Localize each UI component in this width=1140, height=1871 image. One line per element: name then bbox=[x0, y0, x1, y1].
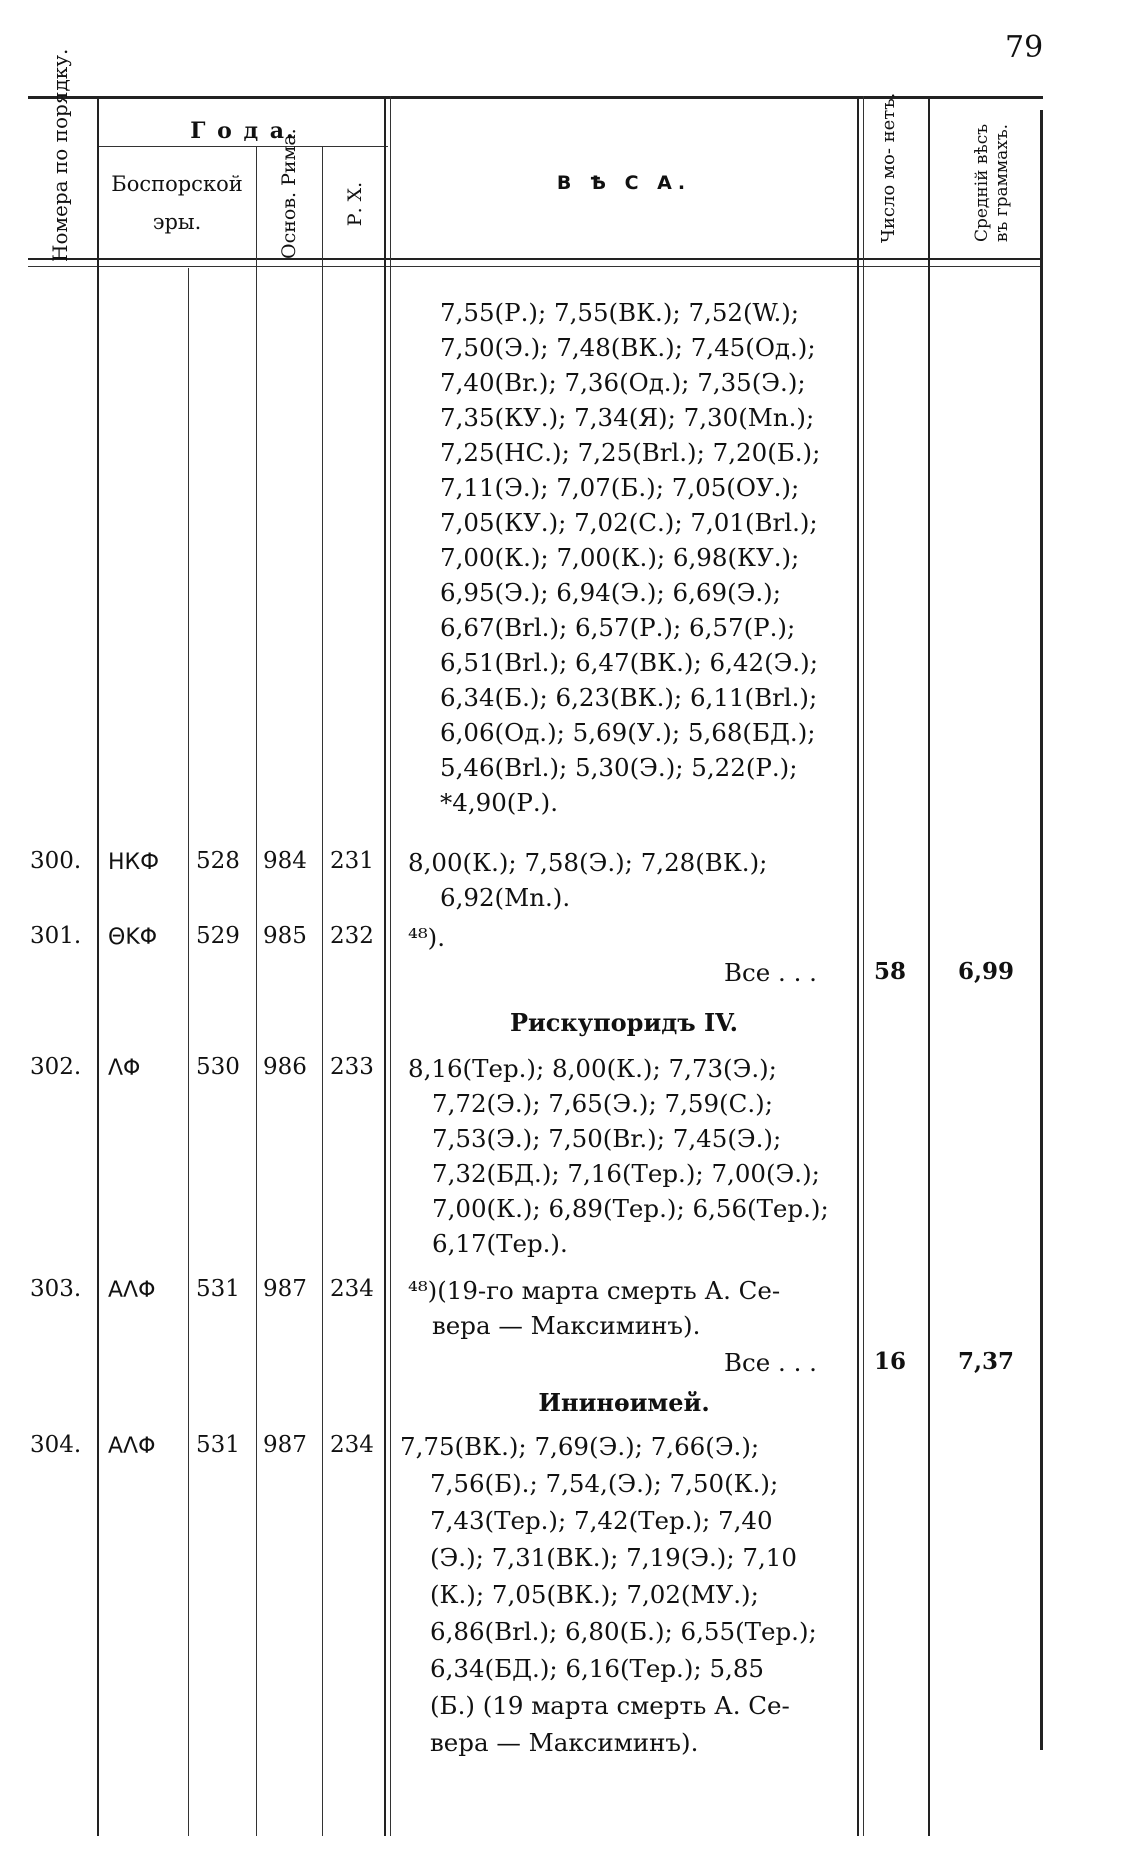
weight-line: 5,46(Brl.); 5,30(Э.); 5,22(Р.); bbox=[440, 753, 798, 782]
weight-line: 6,67(Brl.); 6,57(Р.); 6,57(Р.); bbox=[440, 613, 796, 642]
total-count: 58 bbox=[874, 958, 907, 985]
weight-line: 7,32(БД.); 7,16(Тер.); 7,00(Э.); bbox=[432, 1159, 820, 1188]
row-number: 300. bbox=[30, 848, 82, 874]
total-label: Все . . . bbox=[724, 958, 817, 987]
total-avg: 6,99 bbox=[958, 958, 1015, 985]
weight-line: 7,56(Б).; 7,54,(Э.); 7,50(К.); bbox=[430, 1469, 779, 1498]
row-number: 304. bbox=[30, 1432, 82, 1458]
header-bosporan-2: эры. bbox=[152, 210, 202, 234]
row-ad: 232 bbox=[330, 923, 374, 949]
weight-line: 8,00(К.); 7,58(Э.); 7,28(ВК.); bbox=[408, 848, 768, 877]
section-heading: Рискупоридъ IV. bbox=[509, 1008, 739, 1037]
weight-line: 6,95(Э.); 6,94(Э.); 6,69(Э.); bbox=[440, 578, 781, 607]
weight-line: 7,00(К.); 6,89(Тер.); 6,56(Тер.); bbox=[432, 1194, 829, 1223]
weight-line: 7,43(Тер.); 7,42(Тер.); 7,40 bbox=[430, 1506, 773, 1535]
header-weights: В Ѣ С А. bbox=[556, 172, 692, 194]
weight-line: 6,34(Б.); 6,23(ВК.); 6,11(Brl.); bbox=[440, 683, 818, 712]
weight-line: (Э.); 7,31(ВК.); 7,19(Э.); 7,10 bbox=[430, 1543, 797, 1572]
weight-line: (Б.) (19 марта смерть А. Се- bbox=[430, 1691, 790, 1720]
weight-line: 7,05(КУ.); 7,02(С.); 7,01(Brl.); bbox=[440, 508, 818, 537]
weight-line: 7,00(К.); 7,00(К.); 6,98(КУ.); bbox=[440, 543, 800, 572]
row-rome2: 985 bbox=[263, 923, 307, 949]
header-avg: Средній вѣсъ въ граммахъ. bbox=[972, 123, 1012, 243]
weight-line: вера — Максиминъ). bbox=[430, 1728, 699, 1757]
total-label: Все . . . bbox=[724, 1348, 817, 1377]
row-era: ΛΦ bbox=[108, 1056, 141, 1081]
header-ad: Р. Х. bbox=[344, 181, 366, 227]
weight-line: 7,35(КУ.); 7,34(Я); 7,30(Mn.); bbox=[440, 403, 815, 432]
weight-line: 6,17(Тер.). bbox=[432, 1229, 568, 1258]
header-bosporan-1: Боспорской bbox=[111, 172, 243, 196]
row-rome2: 984 bbox=[263, 848, 307, 874]
weight-line: 6,06(Од.); 5,69(У.); 5,68(БД.); bbox=[440, 718, 816, 747]
header-rome: Основ. Рима. bbox=[278, 128, 300, 259]
weight-line: 7,75(ВК.); 7,69(Э.); 7,66(Э.); bbox=[400, 1432, 760, 1461]
weight-line: вера — Максиминъ). bbox=[432, 1311, 701, 1340]
row-number: 303. bbox=[30, 1276, 82, 1302]
row-rome2: 987 bbox=[263, 1276, 307, 1302]
row-ad: 231 bbox=[330, 848, 374, 874]
row-era: ΑΛΦ bbox=[108, 1434, 156, 1459]
weight-line: 8,16(Тер.); 8,00(К.); 7,73(Э.); bbox=[408, 1054, 777, 1083]
weight-line: 6,92(Mn.). bbox=[440, 883, 571, 912]
weight-line: 7,11(Э.); 7,07(Б.); 7,05(ОУ.); bbox=[440, 473, 800, 502]
weight-line: 7,40(Br.); 7,36(Од.); 7,35(Э.); bbox=[440, 368, 806, 397]
weight-line: ⁴⁸)(19-го марта смерть А. Се- bbox=[408, 1276, 781, 1305]
row-rome: 528 bbox=[196, 848, 240, 874]
row-ad: 234 bbox=[330, 1432, 374, 1458]
weight-line: 6,86(Brl.); 6,80(Б.); 6,55(Тер.); bbox=[430, 1617, 817, 1646]
row-ad: 234 bbox=[330, 1276, 374, 1302]
total-count: 16 bbox=[874, 1348, 907, 1375]
header-years: Г о д а. bbox=[190, 118, 296, 144]
header-count: Число мо- нетъ. bbox=[878, 92, 899, 243]
weight-line: 7,25(НС.); 7,25(Brl.); 7,20(Б.); bbox=[440, 438, 821, 467]
total-avg: 7,37 bbox=[958, 1348, 1015, 1375]
weight-line: 6,34(БД.); 6,16(Тер.); 5,85 bbox=[430, 1654, 764, 1683]
weight-line: 7,50(Э.); 7,48(ВК.); 7,45(Од.); bbox=[440, 333, 816, 362]
weight-line: 6,51(Brl.); 6,47(ВК.); 6,42(Э.); bbox=[440, 648, 818, 677]
page-number: 79 bbox=[1005, 30, 1044, 65]
weight-line: 7,72(Э.); 7,65(Э.); 7,59(С.); bbox=[432, 1089, 773, 1118]
row-ad: 233 bbox=[330, 1054, 374, 1080]
section-heading: Ининѳимей. bbox=[538, 1388, 710, 1417]
row-rome: 531 bbox=[196, 1276, 240, 1302]
row-era: ΘΚΦ bbox=[108, 925, 158, 950]
row-rome2: 987 bbox=[263, 1432, 307, 1458]
weight-line: ⁴⁸). bbox=[408, 923, 445, 952]
row-rome2: 986 bbox=[263, 1054, 307, 1080]
row-era: НКФ bbox=[108, 850, 160, 875]
weight-line: (К.); 7,05(ВК.); 7,02(МУ.); bbox=[430, 1580, 759, 1609]
row-number: 302. bbox=[30, 1054, 82, 1080]
header-number: Номера по порядку. bbox=[48, 48, 72, 262]
row-era: ΑΛΦ bbox=[108, 1278, 156, 1303]
weight-line: 7,55(Р.); 7,55(ВК.); 7,52(W.); bbox=[440, 298, 800, 327]
weight-line: 7,53(Э.); 7,50(Br.); 7,45(Э.); bbox=[432, 1124, 782, 1153]
row-number: 301. bbox=[30, 923, 82, 949]
row-rome: 530 bbox=[196, 1054, 240, 1080]
row-rome: 529 bbox=[196, 923, 240, 949]
weight-line: *4,90(Р.). bbox=[440, 788, 558, 817]
row-rome: 531 bbox=[196, 1432, 240, 1458]
